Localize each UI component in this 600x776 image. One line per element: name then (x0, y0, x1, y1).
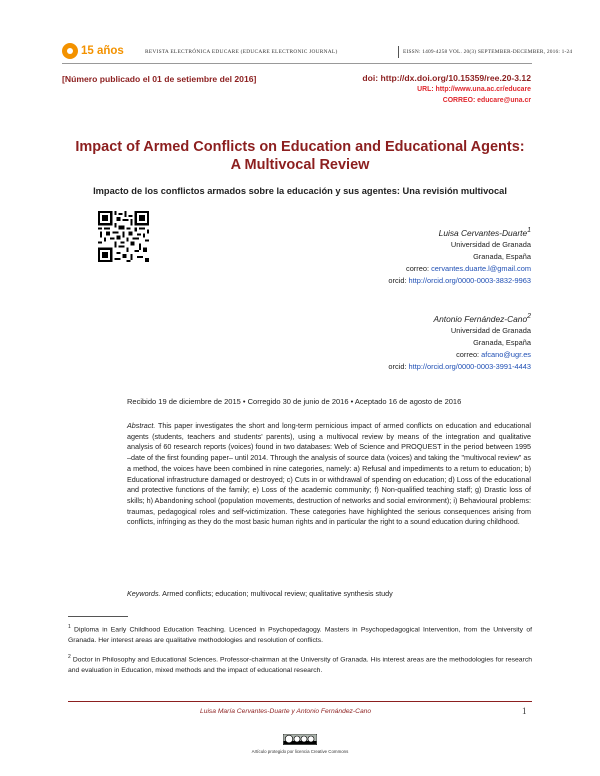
doi-link[interactable]: doi: http://dx.doi.org/10.15359/ree.20-3.12 (362, 73, 531, 83)
footnote-1 (68, 622, 532, 646)
journal-url[interactable]: URL: http://www.una.ac.cr/educare (417, 86, 531, 93)
header-divider (398, 46, 399, 58)
abstract (127, 421, 531, 528)
email-label: correo: (456, 349, 482, 359)
publication-date: [Número publicado el 01 de setiembre del 2016] (62, 74, 257, 84)
author-location: Granada, España (473, 337, 531, 347)
journal-logo (62, 43, 124, 59)
page-number: 1 (522, 706, 527, 716)
author-1 (388, 225, 531, 287)
qr-code-icon (96, 211, 151, 262)
footnote-2 (68, 652, 532, 676)
footnote-number: 2 (68, 654, 71, 660)
author-affiliation: Universidad de Granada (450, 239, 531, 249)
journal-email[interactable]: CORREO: educare@una.cr (442, 97, 531, 104)
author-name: Antonio Fernández-Cano$^2$ (433, 313, 531, 324)
keywords-text: Armed conflicts; education; multivocal review; qualitative synthesis study (160, 589, 393, 598)
journal-header (62, 43, 573, 63)
article-subtitle: Impacto de los conflictos armados sobre la educación y sus agentes: Una revisión multivocal (93, 186, 507, 196)
footnote-rule (68, 616, 128, 617)
keywords (127, 589, 393, 598)
license-text: Artículo protegido por licencia Creative Commons (251, 749, 349, 754)
issn-line: EISSN: 1409-4258 VOL. 20(3) SEPTEMBER-DECEMBER, 2016: 1-24 (403, 49, 573, 55)
author-2 (388, 311, 531, 373)
email-label: correo: (406, 263, 432, 273)
footer-authors: Luisa María Cervantes-Duarte y Antonio Fernández-Cano (200, 708, 372, 715)
author-orcid-link[interactable]: http://orcid.org/0000-0003-3832-9963 (408, 275, 531, 285)
keywords-label: Keywords. (127, 589, 161, 598)
logo-text: 15 años (81, 45, 124, 57)
journal-name: REVISTA ELECTRÓNICA EDUCARE (EDUCARE ELECTRONIC JOURNAL) (145, 49, 338, 55)
title-line-2: A Multivocal Review (230, 157, 370, 173)
author-footnote-ref[interactable]: 2 (527, 313, 531, 320)
footnote-number: 1 (68, 624, 71, 630)
author-email-link[interactable]: cervantes.duarte.l@gmail.com (431, 263, 531, 273)
author-footnote-ref[interactable]: 1 (527, 227, 531, 234)
doi-block (362, 73, 531, 106)
abstract-label: Abstract. (127, 421, 156, 430)
author-name: Luisa Cervantes-Duarte$^1$ (438, 227, 531, 238)
footnote-text: Doctor in Philosophy and Educational Sciences. Professor-chairman at the University of Granada. His interest areas are the methodologies for research and evaluation in Education, mixed methods and the impact of educational research. (68, 656, 532, 674)
author-location: Granada, España (473, 251, 531, 261)
footnote-text: Diploma in Early Childhood Education Teaching. Licenced in Psychopedagogy. Masters in Psychopedagogical Intervention, from the University of Granada. Her interest areas are qualitative methodologies and resolution of conflicts. (68, 626, 532, 644)
submission-dates: Recibido 19 de diciembre de 2015 • Corregido 30 de junio de 2016 • Aceptado 16 de agosto de 2016 (127, 397, 462, 406)
article-title (40, 138, 560, 174)
author-orcid-link[interactable]: http://orcid.org/0000-0003-3991-4443 (408, 361, 531, 371)
footer-rule (68, 701, 532, 702)
author-affiliation: Universidad de Granada (450, 325, 531, 335)
orcid-label: orcid: (388, 275, 409, 285)
creative-commons-icon[interactable] (283, 734, 317, 745)
title-line-1: Impact of Armed Conflicts on Education and Educational Agents: (75, 139, 525, 155)
abstract-text: This paper investigates the short and long-term pernicious impact of armed conflicts on education and educational agents (students, teachers and students' parents), using a multivocal review by means of the integration and qualitative analysis of 60 research reports (voices) found in two databases: Web of Science and PROQUEST in the period between 1995 –date of the first founding paper– until 2014. Through the analysis of source data (voices) and taking the "multivocal review" as a method, the voices have been combined in nine categories, namely: a) Refusal and impediments to a return to education; b) Educational infrastructure damaged or destroyed; c) Cuts in or withdrawal of spending on education; d) Loss of the educational and protective functions of the family; e) Loss of the academic community; f) Non-qualified teaching staff; g) Drastic loss of skills; h) Abandoning school (population movements, destruction of networks and social environment); i) Behavioural problems: traumas, pedagogical roles and self-victimization. These categories have highlighted the serious consequences arising from conflicts, infringing as they do the most basic human rights and in particular the right to a sound education during childhood. (127, 421, 531, 527)
logo-icon (62, 43, 78, 59)
author-email-link[interactable]: afcano@ugr.es (481, 349, 531, 359)
header-rule (62, 63, 532, 64)
orcid-label: orcid: (388, 361, 409, 371)
